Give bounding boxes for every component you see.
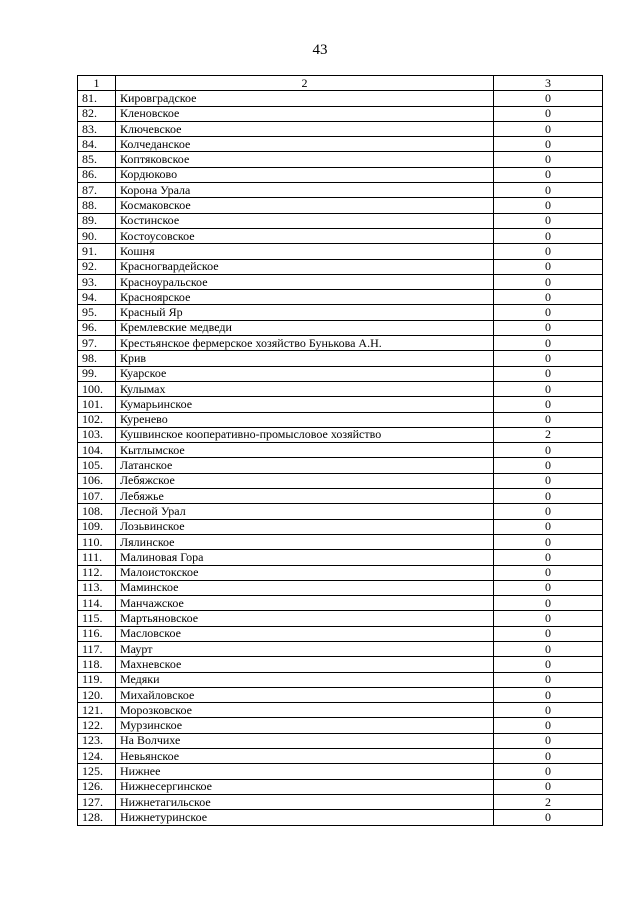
row-value: 0 — [494, 733, 603, 748]
row-number: 126. — [78, 779, 116, 794]
hunting-ground-name: Красноярское — [116, 290, 494, 305]
row-number: 123. — [78, 733, 116, 748]
hunting-ground-name: Масловское — [116, 626, 494, 641]
row-number: 93. — [78, 274, 116, 289]
table-row — [78, 718, 603, 733]
row-number: 99. — [78, 366, 116, 381]
row-number: 120. — [78, 687, 116, 702]
table-row — [78, 550, 603, 565]
row-value: 0 — [494, 718, 603, 733]
row-value: 0 — [494, 550, 603, 565]
hunting-ground-name: Мартьяновское — [116, 611, 494, 626]
row-value: 0 — [494, 580, 603, 595]
row-number: 118. — [78, 657, 116, 672]
table-row — [78, 703, 603, 718]
hunting-ground-name: Лебяжье — [116, 489, 494, 504]
hunting-ground-name: Лесной Урал — [116, 504, 494, 519]
row-value: 0 — [494, 412, 603, 427]
row-number: 105. — [78, 458, 116, 473]
table-row — [78, 366, 603, 381]
row-value: 0 — [494, 626, 603, 641]
table-row — [78, 351, 603, 366]
hunting-ground-name: Кленовское — [116, 106, 494, 121]
row-value: 0 — [494, 810, 603, 825]
row-number: 87. — [78, 183, 116, 198]
row-value: 0 — [494, 565, 603, 580]
hunting-ground-name: Кушвинское кооперативно-промысловое хозяйство — [116, 427, 494, 442]
row-number: 112. — [78, 565, 116, 580]
hunting-ground-name: Куренево — [116, 412, 494, 427]
row-value: 0 — [494, 657, 603, 672]
row-value: 0 — [494, 611, 603, 626]
table-row — [78, 810, 603, 825]
table-row — [78, 473, 603, 488]
hunting-ground-name: Латанское — [116, 458, 494, 473]
row-value: 0 — [494, 534, 603, 549]
hunting-ground-name: Кремлевские медведи — [116, 320, 494, 335]
row-value: 0 — [494, 779, 603, 794]
row-number: 110. — [78, 534, 116, 549]
row-value: 0 — [494, 213, 603, 228]
table-row — [78, 121, 603, 136]
hunting-ground-name: Космаковское — [116, 198, 494, 213]
table-row — [78, 764, 603, 779]
row-number: 127. — [78, 794, 116, 809]
row-value: 0 — [494, 443, 603, 458]
row-number: 97. — [78, 336, 116, 351]
row-number: 101. — [78, 397, 116, 412]
table-row — [78, 458, 603, 473]
row-value: 0 — [494, 366, 603, 381]
row-number: 103. — [78, 427, 116, 442]
hunting-ground-name: Маурт — [116, 641, 494, 656]
table-row — [78, 733, 603, 748]
row-number: 102. — [78, 412, 116, 427]
hunting-ground-name: Нижнетагильское — [116, 794, 494, 809]
row-value: 2 — [494, 427, 603, 442]
table-row — [78, 183, 603, 198]
hunting-ground-name: Лебяжское — [116, 473, 494, 488]
row-value: 0 — [494, 397, 603, 412]
hunting-ground-name: Крестьянское фермерское хозяйство Бунькова А.Н. — [116, 336, 494, 351]
table-row — [78, 427, 603, 442]
table-row — [78, 611, 603, 626]
hunting-grounds-table — [77, 75, 603, 826]
row-value: 0 — [494, 458, 603, 473]
hunting-ground-name: Красногвардейское — [116, 259, 494, 274]
row-value: 0 — [494, 228, 603, 243]
hunting-ground-name: Кировградское — [116, 91, 494, 106]
hunting-ground-name: Мурзинское — [116, 718, 494, 733]
row-value: 0 — [494, 489, 603, 504]
hunting-ground-name: Ключевское — [116, 121, 494, 136]
row-value: 0 — [494, 91, 603, 106]
row-number: 116. — [78, 626, 116, 641]
row-value: 0 — [494, 274, 603, 289]
row-value: 0 — [494, 290, 603, 305]
hunting-ground-name: Михайловское — [116, 687, 494, 702]
row-value: 0 — [494, 167, 603, 182]
row-value: 0 — [494, 121, 603, 136]
hunting-ground-name: Кулымах — [116, 381, 494, 396]
table-row — [78, 412, 603, 427]
table-row — [78, 489, 603, 504]
hunting-ground-name: Малоистокское — [116, 565, 494, 580]
hunting-ground-name: Кумарьинское — [116, 397, 494, 412]
row-value: 0 — [494, 351, 603, 366]
hunting-ground-name: Махневское — [116, 657, 494, 672]
row-number: 128. — [78, 810, 116, 825]
row-value: 0 — [494, 152, 603, 167]
table-row — [78, 749, 603, 764]
row-value: 0 — [494, 336, 603, 351]
table-header-row — [78, 76, 603, 91]
hunting-ground-name: Корона Урала — [116, 183, 494, 198]
row-value: 0 — [494, 381, 603, 396]
row-number: 84. — [78, 137, 116, 152]
hunting-ground-name: Маминское — [116, 580, 494, 595]
hunting-ground-name: Лозьвинское — [116, 519, 494, 534]
row-value: 0 — [494, 519, 603, 534]
table-row — [78, 274, 603, 289]
table-row — [78, 580, 603, 595]
table-row — [78, 259, 603, 274]
hunting-ground-name: Костинское — [116, 213, 494, 228]
row-number: 96. — [78, 320, 116, 335]
table-row — [78, 794, 603, 809]
row-number: 100. — [78, 381, 116, 396]
table-row — [78, 213, 603, 228]
row-number: 92. — [78, 259, 116, 274]
hunting-ground-name: Малиновая Гора — [116, 550, 494, 565]
header-col-1: 1 — [78, 76, 116, 91]
table-row — [78, 596, 603, 611]
table-row — [78, 228, 603, 243]
hunting-ground-name: Куарское — [116, 366, 494, 381]
row-number: 107. — [78, 489, 116, 504]
row-value: 0 — [494, 244, 603, 259]
table-row — [78, 657, 603, 672]
table-row — [78, 305, 603, 320]
hunting-ground-name: Колчеданское — [116, 137, 494, 152]
hunting-ground-name: Морозковское — [116, 703, 494, 718]
row-number: 122. — [78, 718, 116, 733]
row-value: 0 — [494, 320, 603, 335]
row-number: 117. — [78, 641, 116, 656]
row-number: 119. — [78, 672, 116, 687]
row-value: 2 — [494, 794, 603, 809]
row-number: 90. — [78, 228, 116, 243]
table-row — [78, 626, 603, 641]
row-value: 0 — [494, 473, 603, 488]
header-col-3: 3 — [494, 76, 603, 91]
hunting-ground-name: Крив — [116, 351, 494, 366]
hunting-ground-name: Невьянское — [116, 749, 494, 764]
hunting-ground-name: На Волчихе — [116, 733, 494, 748]
table-row — [78, 641, 603, 656]
row-number: 98. — [78, 351, 116, 366]
row-number: 113. — [78, 580, 116, 595]
row-number: 115. — [78, 611, 116, 626]
row-number: 121. — [78, 703, 116, 718]
hunting-ground-name: Нижнесергинское — [116, 779, 494, 794]
hunting-ground-name: Нижнетуринское — [116, 810, 494, 825]
hunting-ground-name: Красноуральское — [116, 274, 494, 289]
table-row — [78, 167, 603, 182]
row-value: 0 — [494, 703, 603, 718]
hunting-ground-name: Коптяковское — [116, 152, 494, 167]
row-value: 0 — [494, 687, 603, 702]
row-number: 85. — [78, 152, 116, 167]
row-value: 0 — [494, 305, 603, 320]
hunting-ground-name: Красный Яр — [116, 305, 494, 320]
row-number: 111. — [78, 550, 116, 565]
table-row — [78, 381, 603, 396]
table-row — [78, 779, 603, 794]
table-row — [78, 397, 603, 412]
row-value: 0 — [494, 672, 603, 687]
row-number: 82. — [78, 106, 116, 121]
page-number: 43 — [312, 42, 328, 58]
row-value: 0 — [494, 198, 603, 213]
hunting-ground-name: Кордюково — [116, 167, 494, 182]
row-number: 86. — [78, 167, 116, 182]
row-number: 91. — [78, 244, 116, 259]
table-row — [78, 672, 603, 687]
table-body — [78, 76, 603, 826]
row-value: 0 — [494, 137, 603, 152]
row-number: 114. — [78, 596, 116, 611]
table-row — [78, 106, 603, 121]
table-row — [78, 91, 603, 106]
table-row — [78, 534, 603, 549]
row-number: 95. — [78, 305, 116, 320]
hunting-ground-name: Кошня — [116, 244, 494, 259]
row-value: 0 — [494, 183, 603, 198]
row-number: 108. — [78, 504, 116, 519]
hunting-ground-name: Медяки — [116, 672, 494, 687]
row-number: 81. — [78, 91, 116, 106]
row-number: 106. — [78, 473, 116, 488]
table-row — [78, 152, 603, 167]
table-row — [78, 198, 603, 213]
table-row — [78, 320, 603, 335]
table-row — [78, 519, 603, 534]
hunting-ground-name: Нижнее — [116, 764, 494, 779]
table-row — [78, 137, 603, 152]
table-row — [78, 244, 603, 259]
row-number: 88. — [78, 198, 116, 213]
row-number: 94. — [78, 290, 116, 305]
table-row — [78, 336, 603, 351]
row-value: 0 — [494, 641, 603, 656]
row-value: 0 — [494, 749, 603, 764]
table-row — [78, 290, 603, 305]
row-number: 89. — [78, 213, 116, 228]
table-row — [78, 443, 603, 458]
hunting-ground-name: Лялинское — [116, 534, 494, 549]
row-value: 0 — [494, 259, 603, 274]
row-value: 0 — [494, 764, 603, 779]
table-row — [78, 504, 603, 519]
row-number: 124. — [78, 749, 116, 764]
table-row — [78, 687, 603, 702]
row-number: 83. — [78, 121, 116, 136]
row-number: 125. — [78, 764, 116, 779]
hunting-ground-name: Кытлымское — [116, 443, 494, 458]
row-number: 109. — [78, 519, 116, 534]
table-row — [78, 565, 603, 580]
row-value: 0 — [494, 504, 603, 519]
hunting-ground-name: Костоусовское — [116, 228, 494, 243]
row-value: 0 — [494, 596, 603, 611]
header-col-2: 2 — [116, 76, 494, 91]
hunting-ground-name: Манчажское — [116, 596, 494, 611]
row-value: 0 — [494, 106, 603, 121]
row-number: 104. — [78, 443, 116, 458]
